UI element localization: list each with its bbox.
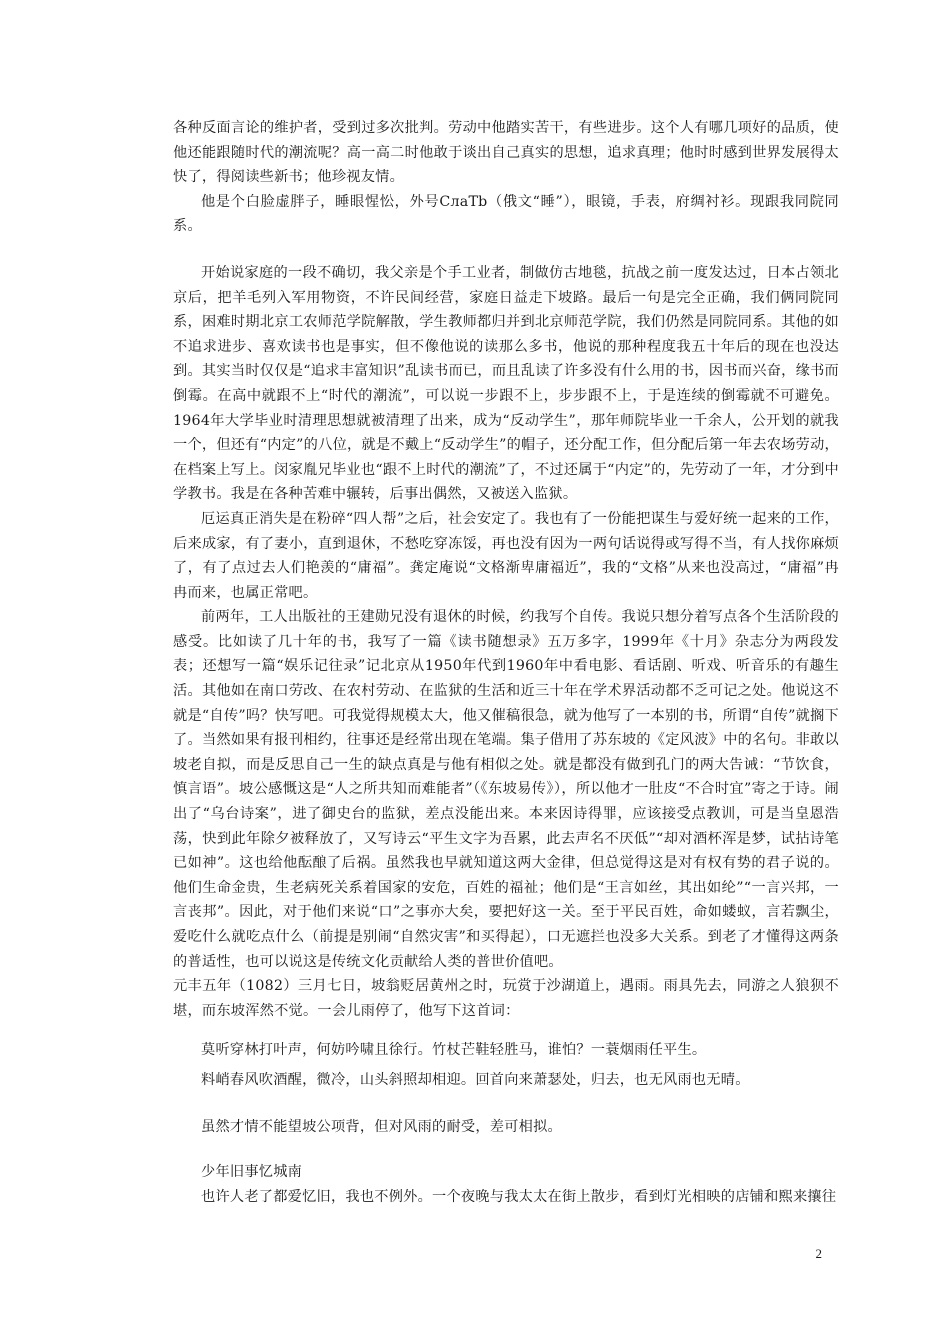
poem-line: 料峭春风吹酒醒，微冷，山头斜照却相迎。回首向来萧瑟处，归去，也无风雨也无晴。 xyxy=(201,1072,750,1089)
paragraph-fortune: 厄运真正消失是在粉碎“四人帮”之后，社会安定了。我也有了一份能把谋生与爱好统一起来的工作，后来成家，有了妻小，直到退休，不愁吃穿冻馁，再也没有因为一两句话说得或写得不当，有人找你麻烦了，有了点过去人们艳羡的“庸福”。龚定庵说“文格渐卑庸福近”，我的“文格”从来也没高过，“庸福”冉冉而来，也属正常吧。 xyxy=(173,510,839,601)
paragraph-intro: 各种反面言论的维护者，受到过多次批判。劳动中他踏实苦干，有些进步。这个人有哪几项好的品质，使他还能跟随时代的潮流呢？高一高二时他敢于谈出自己真实的思想，追求真理；他时时感到世界发展得太快了，得阅读些新书；他珍视友情。 xyxy=(173,120,839,186)
paragraph-after-poem: 虽然才情不能望坡公项背，但对风雨的耐受，差可相拟。 xyxy=(201,1119,562,1136)
page-number: 2 xyxy=(815,1246,822,1261)
section-title: 少年旧事忆城南 xyxy=(201,1163,303,1180)
paragraph-yuanfeng: 元丰五年（1082）三月七日，坡翁贬居黄州之时，玩赏于沙湖道上，遇雨。雨具先去，同游之人狼狈不堪，而东坡浑然不觉。一会儿雨停了，他写下这首词： xyxy=(173,978,839,1019)
paragraph-description: 他是个白脸虚胖子，睡眼惺忪，外号СлaТb（俄文“睡”），眼镜，手表，府绸衬衫。现跟我同院同系。 xyxy=(173,193,839,235)
poem-block xyxy=(173,1035,839,1095)
paragraph-gap xyxy=(173,239,839,261)
paragraph-family: 开始说家庭的一段不确切，我父亲是个手工业者，制做仿古地毯，抗战之前一度发达过，日本占领北京后，把羊毛列入军用物资，不许民间经营，家庭日益走下坡路。最后一句是完全正确，我们俩同院同系，困难时期北京工农师范学院解散，学生教师都归并到北京师范学院，我们仍然是同院同系。其他的如不追求进步、喜欢读书也是事实，但不像他说的读那么多书，他说的那种程度我五十年后的现在也没达到。其实当时仅仅是“追求丰富知识”乱读书而已，而且乱读了许多没有什么用的书，因书而兴奋，缘书而倒霉。在高中就跟不上“时代的潮流”，可以说一步跟不上，步步跟不上，于是连续的倒霉就不可避免。1964年大学毕业时清理思想就被清理了出来，成为“反动学生”，那年师院毕业一千余人，公开划的就我一个，但还有“内定”的八位，就是不戴上“反动学生”的帽子，还分配工作，但分配后第一年去农场劳动，在档案上写上。闵家胤兄毕业也“跟不上时代的潮流”了，不过还属于“内定”的，先劳动了一年，才分到中学教书。我是在各种苦难中辗转，后事出偶然，又被送入监狱。 xyxy=(173,264,839,503)
poem-line: 莫听穿林打叶声，何妨吟啸且徐行。竹杖芒鞋轻胜马，谁怕？一蓑烟雨任平生。 xyxy=(201,1042,707,1059)
paragraph-autobiography: 前两年，工人出版社的王建勋兄没有退休的时候，约我写个自传。我说只想分着写点各个生活阶段的感受。比如读了几十年的书，我写了一篇《读书随想录》五万多字，1999年《十月》杂志分为两段发表；还想写一篇“娱乐记往录”记北京从1950年代到1960年中看电影、看话剧、听戏、听音乐的有趣生活。其他如在南口劳改、在农村劳动、在监狱的生活和近三十年在学术界活动都不乏可记之处。他说这不就是“自传”吗？快写吧。可我觉得规模太大，他又催稿很急，就为他写了一本别的书，所谓“自传”就搁下了。当然如果有报刊相约，往事还是经常出现在笔端。集子借用了苏东坡的《定风波》中的名句。非敢以坡老自拟，而是反思自己一生的缺点真是与他有相似之处。就是都没有做到孔门的两大告诫：“节饮食，慎言语”。坡公感慨这是“人之所共知而难能者”（《东坡易传》），所以他才一肚皮“不合时宜”寄之于诗。闹出了“乌台诗案”，进了御史台的监狱，差点没能出来。本来因诗得罪，应该接受点教训，可是当皇恩浩荡，快到此年除夕被释放了，又写诗云“平生文字为吾累，此去声名不厌低”“却对酒杯浑是梦，试拈诗笔已如神”。这也给他酝酿了后祸。虽然我也早就知道这两大金律，但总觉得这是对有权有势的君子说的。他们生命金贵，生老病死关系着国家的安危，百姓的福祉；他们是“王言如丝，其出如纶”“一言兴邦，一言丧邦”。因此，对于他们来说“口”之事亦大矣，要把好这一关。至于平民百姓，命如蝼蚁，言若飘尘，爱吃什么就吃点什么（前提是别闹“自然灾害”和买得起），口无遮拦也没多大关系。到老了才懂得这两条的普适性，也可以说这是传统文化贡献给人类的普世价值吧。 xyxy=(173,609,839,970)
document-body xyxy=(173,116,839,1209)
paragraph-section-start: 也许人老了都爱忆旧，我也不例外。一个夜晚与我太太在街上散步，看到灯光相映的店铺和熙来攘往 xyxy=(201,1188,837,1205)
